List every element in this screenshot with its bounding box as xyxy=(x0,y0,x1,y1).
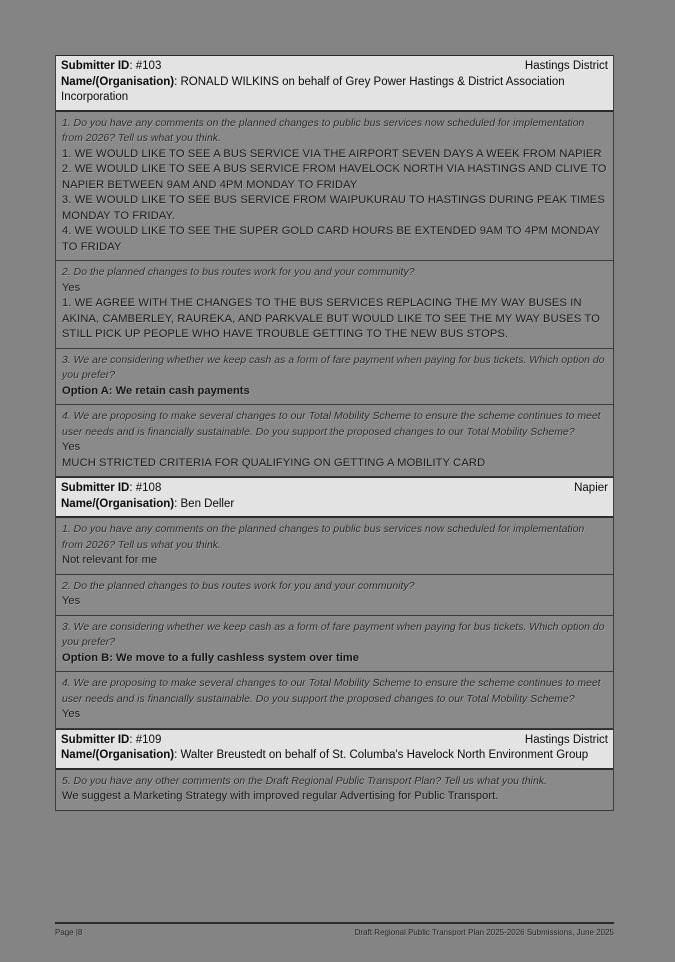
answer-text: 1. WE WOULD LIKE TO SEE A BUS SERVICE VIA THE AIRPORT SEVEN DAYS A WEEK FROM NAPIER xyxy=(62,147,602,160)
question-text: 4. We are proposing to make several changes to our Total Mobility Scheme to ensure the scheme continues to meet user needs and is financially sustainable. Do you support the proposed changes to our Total Mobility Scheme? xyxy=(62,410,601,438)
answer-text: Yes xyxy=(62,441,81,453)
submitter-name-row: Name/(Organisation): Ben Deller xyxy=(61,497,235,510)
submitter-id-label: Submitter ID xyxy=(61,733,130,746)
question-answer-block xyxy=(56,616,613,673)
submitter-id-label: Submitter ID xyxy=(61,482,130,494)
submitter-name-label: Name/(Organisation) xyxy=(61,75,175,88)
footer-document-title: Draft Regional Public Transport Plan 2025-2026 Submissions, June 2025 xyxy=(354,928,614,937)
answer-text: Yes xyxy=(62,708,81,720)
submitter-id-row xyxy=(61,733,608,749)
submitter-id-value: Submitter ID: #108 xyxy=(61,482,162,494)
question-text: 2. Do the planned changes to bus routes work for you and your community? xyxy=(62,579,415,592)
submitter-header xyxy=(56,477,613,517)
submitter-id-row xyxy=(61,59,608,75)
submitter-id-value: Submitter ID: #103 xyxy=(61,60,162,72)
submitter-name-row: Name/(Organisation): RONALD WILKINS on behalf of Grey Power Hastings & District Association Incorporation xyxy=(61,75,565,103)
page-footer xyxy=(55,922,614,938)
submitter-name-row: Name/(Organisation): Walter Breustedt on behalf of St. Columba's Havelock North Environment Group xyxy=(61,749,589,761)
question-text: 2. Do the planned changes to bus routes work for you and your community? xyxy=(62,266,415,278)
answer-text: Option A: We retain cash payments xyxy=(62,384,250,397)
question-answer-block xyxy=(56,261,613,349)
submitter-id-value: Submitter ID: #109 xyxy=(61,733,162,746)
answer-text: Not relevant for me xyxy=(62,554,158,566)
answer-text: We suggest a Marketing Strategy with improved regular Advertising for Public Transport. xyxy=(62,790,499,802)
answer-text: 3. WE WOULD LIKE TO SEE BUS SERVICE FROM WAIPUKURAU TO HASTINGS DURING PEAK TIMES MONDAY TO FRIDAY. xyxy=(62,194,605,222)
question-text: 1. Do you have any comments on the planned changes to public bus services now scheduled for implementation from 2026? Tell us what you think. xyxy=(62,116,585,144)
submitter-id-row xyxy=(61,481,608,497)
question-answer-block xyxy=(56,769,613,811)
question-text: 3. We are considering whether we keep cash as a form of fare payment when paying for bus tickets. Which option do you prefer? xyxy=(62,353,605,381)
question-answer-block xyxy=(56,575,613,616)
answer-text: 1. WE AGREE WITH THE CHANGES TO THE BUS SERVICES REPLACING THE MY WAY BUSES IN AKINA, CAMBERLEY, RAUREKA, AND PARKVALE BUT WOULD LIKE TO SEE THE MY WAY BUSES TO STILL PICK UP PEOPLE WHO HAVE TROUBLE GETTING TO THE NEW BUS STOPS. xyxy=(62,297,601,340)
submitter-region: Hastings District xyxy=(524,733,608,746)
answer-text: Yes xyxy=(62,595,81,607)
question-text: 4. We are proposing to make several changes to our Total Mobility Scheme to ensure the scheme continues to meet user needs and is financially sustainable. Do you support the proposed changes to our Total Mobility Scheme? xyxy=(62,677,601,705)
submitter-header xyxy=(56,729,613,769)
question-answer-block xyxy=(56,405,613,477)
answer-text: 4. WE WOULD LIKE TO SEE THE SUPER GOLD CARD HOURS BE EXTENDED 9AM TO 4PM MONDAY TO FRIDAY xyxy=(62,225,600,253)
footer-page-number: Page |8 xyxy=(55,928,83,937)
answer-text: 2. WE WOULD LIKE TO SEE A BUS SERVICE FROM HAVELOCK NORTH VIA HASTINGS AND CLIVE TO NAPIER BETWEEN 9AM AND 4PM MONDAY TO FRIDAY xyxy=(62,163,607,191)
submitter-region: Napier xyxy=(574,482,608,494)
submissions-table xyxy=(55,55,614,811)
question-text: 3. We are considering whether we keep cash as a form of fare payment when paying for bus tickets. Which option do you prefer? xyxy=(62,620,605,648)
question-answer-block xyxy=(56,672,613,729)
submitter-id-label: Submitter ID xyxy=(61,60,130,72)
question-answer-block xyxy=(56,349,613,406)
question-answer-block xyxy=(56,111,613,262)
answer-text: Yes xyxy=(62,281,81,294)
submitter-header xyxy=(56,55,613,111)
question-text: 5. Do you have any other comments on the Draft Regional Public Transport Plan? Tell us what you think. xyxy=(62,774,548,787)
submitter-region: Hastings District xyxy=(524,60,608,72)
submitter-name-label: Name/(Organisation) xyxy=(61,497,175,510)
question-text: 1. Do you have any comments on the planned changes to public bus services now scheduled for implementation from 2026? Tell us what you think. xyxy=(62,523,585,551)
answer-text: MUCH STRICTED CRITERIA FOR QUALIFYING ON GETTING A MOBILITY CARD xyxy=(62,456,486,469)
question-answer-block xyxy=(56,517,613,575)
submitter-name-label: Name/(Organisation) xyxy=(61,749,175,761)
answer-text: Option B: We move to a fully cashless system over time xyxy=(62,651,359,664)
